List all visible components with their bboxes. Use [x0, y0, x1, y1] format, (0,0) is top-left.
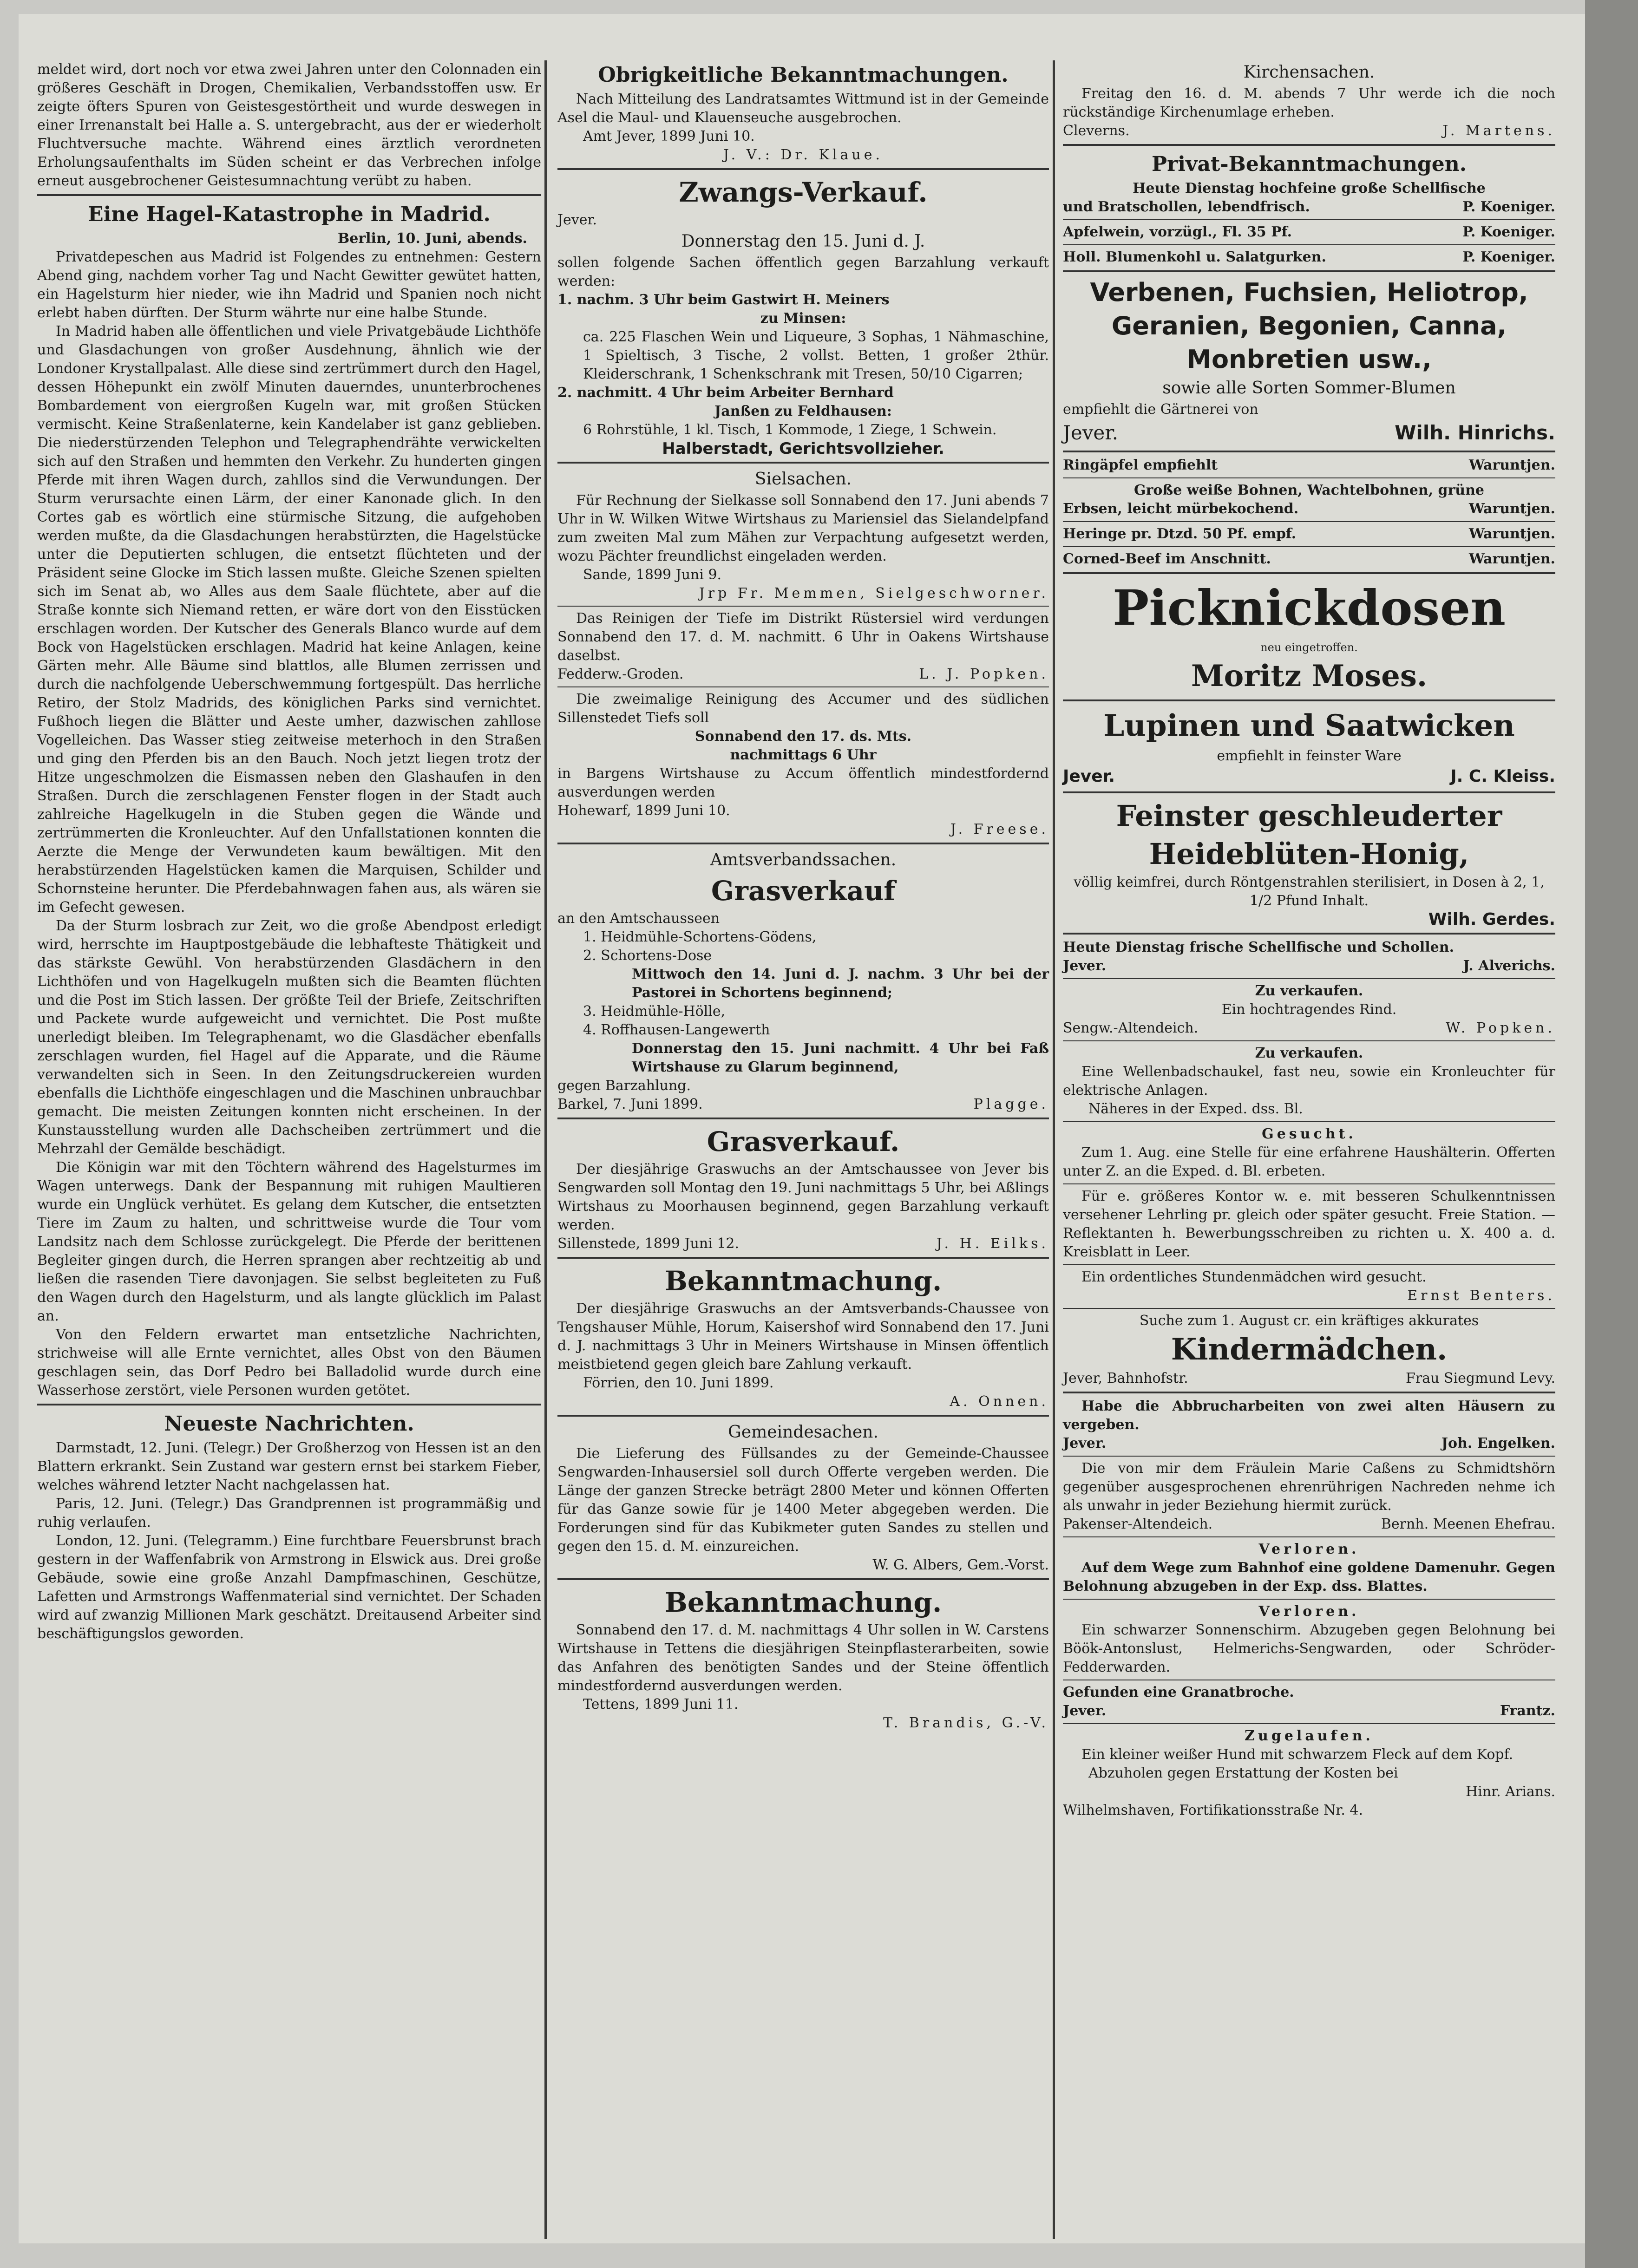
- ad-headline: Feinster geschleuderter: [1116, 799, 1502, 833]
- ad-text: Die von mir dem Fräulein Marie Caßens zu Schmidtshörn gegenüber ausgesprochenen ehrenrührigen Nachreden nehme ich als unwahr in jeder Beziehung hiermit zurück.: [1063, 1460, 1555, 1514]
- ad-text: Ein hochtragendes Rind.: [1221, 1001, 1397, 1018]
- ad-place: Cleverns.: [1063, 123, 1130, 139]
- notice-text: Der diesjährige Graswuchs an der Amtschaussee von Jever bis Sengwarden soll Montag den 19. Juni nachmittags 5 Uhr, bei Aßlings Wirtshaus zu Moorhausen beginnend, gegen Barzahlung verkauft werden.: [557, 1161, 1049, 1233]
- section-headline: Neueste Nachrichten.: [164, 1412, 414, 1436]
- ad-text: und Bratschollen, lebendfrisch.: [1063, 199, 1310, 215]
- ad-text: Eine Wellenbadschaukel, fast neu, sowie ein Kronleuchter für elektrische Anlagen.: [1063, 1064, 1555, 1098]
- news-item: Darmstadt, 12. Juni. (Telegr.) Der Großherzog von Hessen ist an den Blattern erkrankt. Sein Zustand war gestern ernst bei starkem Fieber, welches während letzter Nacht nachgelassen hat.: [37, 1440, 541, 1493]
- notice-item: Mittwoch den 14. Juni d. J. nachm. 3 Uhr bei der Pastorei in Schortens beginnend;: [632, 966, 1049, 1001]
- ad-signature: Hinr. Arians.: [1466, 1784, 1555, 1800]
- section-headline: Kirchensachen.: [1243, 63, 1375, 82]
- ad-signature: P. Koeniger.: [1462, 224, 1555, 240]
- article-headline: Eine Hagel-Katastrophe in Madrid.: [88, 203, 491, 226]
- ad-signature: P. Koeniger.: [1462, 249, 1555, 265]
- ad-signature: Wilh. Gerdes.: [1428, 910, 1555, 929]
- ad-text: Ein schwarzer Sonnenschirm. Abzugeben gegen Belohnung bei Böök-Antonslust, Helmerichs-Sengwarden, oder Schröder-Fedderwarden.: [1063, 1622, 1555, 1675]
- notice-headline: Grasverkauf.: [707, 1126, 900, 1157]
- ad-headline: Picknickdosen: [1112, 579, 1506, 636]
- notice-text: an den Amtschausseen: [557, 910, 720, 927]
- ad-headline: Lupinen und Saatwicken: [1103, 708, 1515, 743]
- notice-item: Janßen zu Feldhausen:: [714, 403, 892, 419]
- article-text: Da der Sturm losbrach zur Zeit, wo die große Abendpost erledigt wird, herrschte im Hauptpostgebäude die lebhafteste Thätigkeit und das stärkste Gewühl. Von herabstürzenden Glasdächern in den Lichthöfen und von Hagelkugeln mußten sich die Beamten flüchten und die Post im Stich lassen. Der größte Teil der Briefe, Zeitschriften und Packete wurde aufgeweicht und vernichtet. Die Post mußte unerledigt bleiben. Im Telegraphenamt, wo die Glasdächer ebenfalls zerschlagen wurden, fiel Hagel auf die Apparate, und die Räume verwandelten sich in Seen. In den Zeitungsdruckereien wurden ebenfalls die Lichthöfe eingeschlagen und die Maschinen unbrauchbar gemacht. Die meisten Zeitungen konnten nicht erscheinen. In der Kunstausstellung wurden alle Dachscheiben zertrümmert und die Mehrzahl der Gemälde beschädigt.: [37, 918, 541, 1157]
- ad-text: Große weiße Bohnen, Wachtelbohnen, grüne: [1134, 482, 1484, 498]
- ad-text: Abzuholen gegen Erstattung der Kosten bei: [1088, 1765, 1398, 1781]
- ad-headline: Gesucht.: [1262, 1126, 1356, 1142]
- ad-headline: Verloren.: [1258, 1541, 1360, 1557]
- notice-headline: Grasverkauf: [711, 875, 896, 907]
- ad-signature: Ernst Benters.: [1407, 1288, 1555, 1304]
- article-text: In Madrid haben alle öffentlichen und viele Privatgebäude Lichthöfe und Glasdachungen von großer Ausdehnung, ähnlich wie der Londoner Krystallpalast. Alle diese sind zertrümmert durch den Hagel, dessen Höhepunkt ein zwölf Minuten dauerndes, ununterbrochenes Bombardement von eiergroßen Kugeln war, mit großen Stücken vermischt. Keine Straßenlaterne, kein Kandelaber ist ganz geblieben. Die niederstürzenden Telephon und Telegraphendrähte verwickelten sich auf den Straßen und hemmten den Verkehr. Zu hunderten gingen Pferde mit ihren Wagen durch, zahllos sind die Verwundungen. Der Sturm verursachte einen Lärm, der einer Kanonade glich. In den Cortes gab es wörtlich eine stürmische Sitzung, die aufgehoben werden mußte, da die Glasdachungen herabstürzten, die Hagelstücke unter die Deputierten schlugen, die entsetzt flüchteten und der Präsident seine Glocke im Stich lassen mußte. Gleiche Szenen spielten sich im Senat ab, wo Alles aus dem Saale flüchtete, aber auf die Straße konnte sich Niemand retten, er wäre dort von den Eisstücken erschlagen worden. Der Kutscher des Generals Blanco wurde auf dem Bock von Hagelstücken erschlagen. Madrid hat keine Anlagen, keine Gärten mehr. Alle Bäume sind blattlos, alle Blumen zerrissen und durch die nachfolgende Ueberschwemmung fortgespült. Das herrliche Retiro, der Stolz Madrids, des königlichen Parks sind vernichtet. Fußhoch liegen die Blätter und Aeste umher, dazwischen zahllose Vogelleichen. Das Wasser stieg zeitweise meterhoch in den Straßen und ging den Pferden bis an den Bauch. Noch jetzt liegen trotz der Hitze ungeschmolzen die Eismassen neben den Glashaufen in den Straßen. Durch die zerschlagenen Fenster flogen in der Stadt auch zahlreiche Hagelkugeln in die Stuben gegen die Wände und zertrümmerten die Kronleuchter. Auf den Unfallstationen konnten die Aerzte die Menge der Verwundeten kaum bewältigen. Mit den herabstürzenden Hagelstücken kamen die Marquisen, Schilder und Schornsteine herunter. Die Pferdebahnwagen fahen aus, als wären sie im Gefecht gewesen.: [37, 323, 541, 915]
- ad-text: völlig keimfrei, durch Röntgenstrahlen sterilisiert, in Dosen à 2, 1, 1/2 Pfund Inhalt.: [1074, 874, 1545, 909]
- ad-text: Für e. größeres Kontor w. e. mit besseren Schulkenntnissen versehener Lehrling pr. gleich oder später gesucht. Freie Station. — Reflektanten h. Bewerbungsschreiben zu richten u. X. 400 a. d. Kreisblatt in Leer.: [1063, 1188, 1555, 1260]
- ad-signature: J. Martens.: [1442, 123, 1555, 139]
- notice-signature: J. V.: Dr. Klaue.: [723, 147, 884, 163]
- ad-signature: Joh. Engelken.: [1441, 1435, 1555, 1451]
- notice-text: Für Rechnung der Sielkasse soll Sonnabend den 17. Juni abends 7 Uhr in W. Wilken Witwe Wirtshaus zu Mariensiel das Sielandelpfand zum zweiten Mal zum Mähen zur Verpachtung aufgesetzt werden, wozu Pächter freundlichst eingeladen werden.: [557, 492, 1049, 564]
- notice-text: in Bargens Wirtshause zu Accum öffentlich mindestfordernd ausverdungen werden: [557, 765, 1049, 800]
- ad-text: neu eingetroffen.: [1260, 641, 1358, 654]
- ad-signature: Moritz Moses.: [1191, 659, 1428, 693]
- ad-headline: Geranien, Begonien, Canna,: [1111, 311, 1507, 340]
- ad-place: Jever.: [1063, 767, 1115, 786]
- notice-headline: Bekanntmachung.: [664, 1587, 942, 1618]
- notice-headline: Bekanntmachung.: [664, 1265, 942, 1297]
- section-headline: Gemeindesachen.: [728, 1423, 878, 1442]
- notice-signature: L. J. Popken.: [919, 666, 1049, 682]
- ad-signature: P. Koeniger.: [1462, 199, 1555, 215]
- ad-text: empfiehlt die Gärtnerei von: [1063, 401, 1258, 418]
- ad-text: Gefunden eine Granatbroche.: [1063, 1684, 1294, 1700]
- ad-signature: Bernh. Meenen Ehefrau.: [1381, 1516, 1555, 1532]
- ad-text: Corned-Beef im Anschnitt.: [1063, 551, 1271, 567]
- ad-place: Jever.: [1063, 1703, 1107, 1719]
- ad-place: Pakenser-Altendeich.: [1063, 1516, 1213, 1532]
- notice-signature: J. Freese.: [950, 821, 1049, 837]
- notice-text: Nach Mitteilung des Landratsamtes Wittmund ist in der Gemeinde Asel die Maul- und Klauenseuche ausgebrochen.: [557, 91, 1049, 126]
- page-edge: [1585, 0, 1638, 2268]
- news-item: Paris, 12. Juni. (Telegr.) Das Grandprennen ist programmäßig und ruhig verlaufen.: [37, 1496, 541, 1530]
- article-text: Die Königin war mit den Töchtern während des Hagelsturmes im Wagen unterwegs. Dank der Bespannung mit ruhigen Maultieren wurde ein Unglück verhütet. Es gelang dem Kutscher, die entsetzten Tiere im Zaum zu halten, und schrittweise wurde die Tour vom Landsitz nach dem Schlosse zurückgelegt. Die Pferde der berittenen Begleiter gingen durch, die Herren sprangen aber rechtzeitig ab und ließen die rasenden Tiere davonjagen. Sie selbst begleiteten zu Fuß den Wagen durch den Hagelsturm, und als langte glücklich im Palast an.: [37, 1159, 541, 1324]
- ad-text: Heringe pr. Dtzd. 50 Pf. empf.: [1063, 526, 1297, 542]
- dateline: Berlin, 10. Juni, abends.: [337, 230, 527, 247]
- notice-place: Förrien, den 10. Juni 1899.: [583, 1375, 774, 1391]
- notice-text: Sonnabend den 17. d. M. nachmittags 4 Uhr sollen in W. Carstens Wirtshause in Tettens die diesjährigen Steinpflasterarbeiten, sowie das Anfahren des benötigten Sandes und der Steine öffentlich mindestfordernd ausverdungen werden.: [557, 1622, 1049, 1694]
- notice-date: nachmittags 6 Uhr: [730, 747, 877, 763]
- notice-item: 1. nachm. 3 Uhr beim Gastwirt H. Meiners: [557, 292, 890, 308]
- notice-place: Sillenstede, 1899 Juni 12.: [557, 1235, 740, 1252]
- ad-headline: Zu verkaufen.: [1255, 983, 1363, 999]
- ad-place: Jever.: [1063, 421, 1119, 444]
- notice-text: Der diesjährige Graswuchs an der Amtsverbands-Chaussee von Tengshauser Mühle, Horum, Kaisershof wird Sonnabend den 17. Juni d. J. nachmittags 3 Uhr in Meiners Wirtshause in Minsen öffentlich meistbietend gegen gleich bare Zahlung verkauft.: [557, 1301, 1049, 1373]
- notice-item: Donnerstag den 15. Juni nachmitt. 4 Uhr bei Faß Wirtshause zu Glarum beginnend,: [632, 1040, 1049, 1075]
- notice-text: Die zweimalige Reinigung des Accumer und des südlichen Sillenstedet Tiefs soll: [557, 691, 1049, 726]
- ad-headline: Zu verkaufen.: [1255, 1045, 1363, 1061]
- ad-signature: J. Alverichs.: [1463, 958, 1555, 974]
- news-item: London, 12. Juni. (Telegramm.) Eine furchtbare Feuersbrunst brach gestern in der Waffenfabrik von Armstrong in Elswick aus. Drei große Gebäude, sowie eine große Anzahl Dampfmaschinen, Geschütze, Lafetten und Armstrongs Waffenmaterial sind vernichtet. Der Schaden wird auf zwanzig Millionen Mark geschätzt. Dreitausend Arbeiter sind beschäftigungslos geworden.: [37, 1533, 541, 1642]
- ad-headline: Verloren.: [1258, 1603, 1360, 1620]
- section-headline: Sielsachen.: [754, 470, 852, 489]
- ad-place: Jever.: [1063, 1435, 1107, 1451]
- ad-text: Auf dem Wege zum Bahnhof eine goldene Damenuhr. Gegen Belohnung abzugeben in der Exp. dss. Blattes.: [1063, 1560, 1555, 1595]
- article-text: Von den Feldern erwartet man entsetzliche Nachrichten, strichweise will alle Ernte vernichtet, alles Obst von den Bäumen geschlagen sein, das Dorf Pedro bei Balladolid wurde durch eine Wasserhose zerstört, viele Personen wurden getötet.: [37, 1327, 541, 1399]
- ad-headline: Heideblüten-Honig,: [1149, 837, 1469, 871]
- section-headline: Amtsverbandssachen.: [710, 850, 897, 869]
- ad-place: Jever, Bahnhofstr.: [1063, 1370, 1188, 1386]
- notice-date: Sonnabend den 17. ds. Mts.: [695, 728, 912, 745]
- ad-headline: sowie alle Sorten Sommer-Blumen: [1162, 379, 1456, 398]
- ad-text: Freitag den 16. d. M. abends 7 Uhr werde ich die noch rückständige Kirchenumlage erheben.: [1063, 85, 1555, 120]
- ad-signature: Waruntjen.: [1468, 501, 1555, 517]
- ad-signature: Frau Siegmund Levy.: [1406, 1370, 1555, 1386]
- ad-signature: W. Popken.: [1446, 1020, 1555, 1036]
- notice-text: sollen folgende Sachen öffentlich gegen Barzahlung verkauft werden:: [557, 255, 1049, 289]
- notice-headline: Zwangs-Verkauf.: [679, 176, 928, 208]
- notice-text: gegen Barzahlung.: [557, 1078, 691, 1094]
- notice-signature: Jrp Fr. Memmen, Sielgeschworner.: [699, 585, 1049, 601]
- ad-text: Zum 1. Aug. eine Stelle für eine erfahrene Haushälterin. Offerten unter Z. an die Exped. d. Bl. erbeten.: [1063, 1144, 1555, 1179]
- notice-place: Jever.: [557, 212, 597, 228]
- notice-place: Amt Jever, 1899 Juni 10.: [583, 128, 755, 144]
- ad-text: Holl. Blumenkohl u. Salatgurken.: [1063, 249, 1326, 265]
- notice-signature: Halberstadt, Gerichtsvollzieher.: [662, 439, 944, 458]
- ad-text: Suche zum 1. August cr. ein kräftiges akkurates: [1139, 1313, 1479, 1329]
- ad-headline: Monbretien usw.,: [1186, 345, 1432, 374]
- ad-text: Apfelwein, vorzügl., Fl. 35 Pf.: [1063, 224, 1292, 240]
- ad-text: Heute Dienstag hochfeine große Schellfische: [1133, 180, 1486, 196]
- notice-place: Tettens, 1899 Juni 11.: [583, 1696, 739, 1712]
- ad-text: Näheres in der Exped. dss. Bl.: [1088, 1101, 1303, 1117]
- notice-item: ca. 225 Flaschen Wein und Liqueure, 3 Sophas, 1 Nähmaschine, 1 Spieltisch, 3 Tische, 2 vollst. Betten, 1 großer 2thür. Kleiderschrank, 1 Schenkschrank mit Tresen, 50/10 Cigarren;: [583, 329, 1049, 382]
- notice-item: zu Minsen:: [760, 310, 846, 327]
- ad-place: Jever.: [1063, 958, 1107, 974]
- notice-signature: Plagge.: [973, 1096, 1049, 1112]
- notice-signature: T. Brandis, G.-V.: [883, 1715, 1049, 1731]
- section-headline: Privat-Bekanntmachungen.: [1151, 152, 1467, 176]
- ad-headline: Zugelaufen.: [1245, 1728, 1374, 1744]
- notice-signature: W. G. Albers, Gem.-Vorst.: [872, 1557, 1049, 1573]
- notice-item: 3. Heidmühle-Hölle,: [583, 1003, 726, 1020]
- ad-place: Sengw.-Altendeich.: [1063, 1020, 1199, 1036]
- ad-text: Erbsen, leicht mürbekochend.: [1063, 501, 1299, 517]
- article-text: meldet wird, dort noch vor etwa zwei Jahren unter den Colonnaden ein größeres Geschäft in Drogen, Chemikalien, Verbandsstoffen usw. Er zeigte öfters Spuren von Geistesgestörtheit und wurde deswegen in einer Irrenanstalt bei Halle a. S. untergebracht, aus der er wiederholt Fluchtversuche machte. Während eines ärztlich verordneten Erholungsaufenthalts im Süden scheint er das Verbrechen infolge erneut ausgebrochener Geistesumnachtung verübt zu haben.: [37, 61, 541, 189]
- column-news: [37, 60, 541, 1643]
- column-official: [557, 60, 1049, 1732]
- ad-text: Habe die Abbrucharbeiten von zwei alten Häusern zu vergeben.: [1063, 1398, 1555, 1433]
- ad-headline: Kindermädchen.: [1171, 1332, 1448, 1367]
- ad-signature: Wilh. Hinrichs.: [1395, 421, 1555, 444]
- ad-text: Ein ordentliches Stundenmädchen wird gesucht.: [1081, 1269, 1427, 1285]
- notice-signature: A. Onnen.: [950, 1393, 1049, 1410]
- ad-text: Ringäpfel empfiehlt: [1063, 457, 1218, 473]
- column-rule: [1053, 60, 1055, 2239]
- ad-text: Wilhelmshaven, Fortifikationsstraße Nr. 4.: [1063, 1802, 1363, 1818]
- ad-text: empfiehlt in feinster Ware: [1217, 748, 1402, 764]
- newspaper-page: [19, 14, 1585, 2243]
- ad-signature: Waruntjen.: [1468, 526, 1555, 542]
- notice-item: 2. nachmitt. 4 Uhr beim Arbeiter Bernhard: [557, 385, 894, 401]
- ad-signature: Waruntjen.: [1468, 457, 1555, 473]
- notice-text: Das Reinigen der Tiefe im Distrikt Rüstersiel wird verdungen Sonnabend den 17. d. M. nachmitt. 6 Uhr in Oakens Wirtshause daselbst.: [557, 610, 1049, 664]
- notice-place: Barkel, 7. Juni 1899.: [557, 1096, 703, 1112]
- notice-signature: J. H. Eilks.: [936, 1235, 1049, 1252]
- notice-date: Donnerstag den 15. Juni d. J.: [681, 232, 925, 251]
- section-headline: Obrigkeitliche Bekanntmachungen.: [598, 63, 1009, 87]
- ad-text: Ein kleiner weißer Hund mit schwarzem Fleck auf dem Kopf.: [1081, 1746, 1514, 1763]
- notice-item: 2. Schortens-Dose: [583, 948, 712, 964]
- notice-item: 6 Rohrstühle, 1 kl. Tisch, 1 Kommode, 1 Ziege, 1 Schwein.: [583, 422, 997, 438]
- ad-text: Heute Dienstag frische Schellfische und Schollen.: [1063, 939, 1455, 955]
- ad-signature: J. C. Kleiss.: [1450, 767, 1555, 786]
- notice-item: 1. Heidmühle-Schortens-Gödens,: [583, 929, 817, 945]
- notice-place: Hohewarf, 1899 Juni 10.: [557, 803, 730, 819]
- notice-item: 4. Roffhausen-Langewerth: [583, 1022, 770, 1038]
- notice-text: Die Lieferung des Füllsandes zu der Gemeinde-Chaussee Sengwarden-Inhausersiel soll durch Offerte vergeben werden. Die Länge der ganzen Strecke beträgt 2800 Meter und können Offerten für das Ganze sowie für je 1400 Meter abgegeben werden. Die Forderungen sind für das Kubikmeter guten Sandes zu stellen und gegen den 15. d. M. einzureichen.: [557, 1445, 1049, 1555]
- ad-headline: Verbenen, Fuchsien, Heliotrop,: [1090, 278, 1528, 307]
- notice-place: Sande, 1899 Juni 9.: [583, 567, 722, 583]
- article-text: Privatdepeschen aus Madrid ist Folgendes zu entnehmen: Gestern Abend ging, nachdem vorher Tag und Nacht Gewitter gewütet hatten, ein Hagelsturm hier nieder, wie ihn Madrid und Spanien noch nicht erlebt haben dürften. Der Sturm währte nur eine halbe Stunde.: [37, 249, 541, 321]
- column-rule: [544, 60, 547, 2239]
- ad-signature: Frantz.: [1500, 1703, 1555, 1719]
- column-advertisements: [1063, 60, 1555, 1820]
- ad-signature: Waruntjen.: [1468, 551, 1555, 567]
- notice-place: Fedderw.-Groden.: [557, 666, 684, 682]
